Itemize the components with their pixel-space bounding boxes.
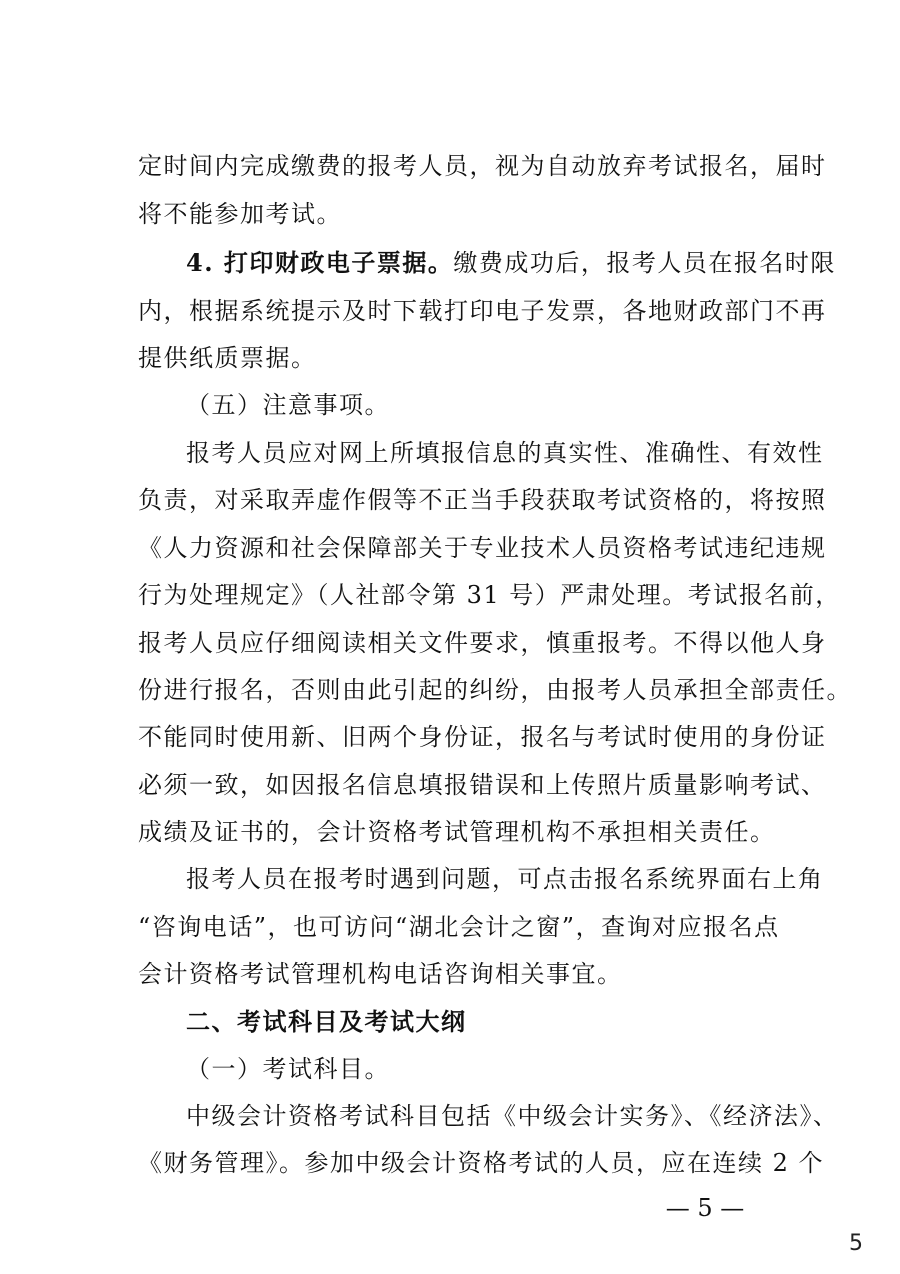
- page-number-footer: — 5 —: [665, 1194, 745, 1222]
- item-4-line: [186, 247, 836, 279]
- text-line: 行为处理规定》（人社部令第 31 号）严肃处理。考试报名前，: [138, 581, 841, 609]
- text-line: 报考人员在报考时遇到问题，可点击报名系统界面右上角: [186, 865, 824, 893]
- text-line: 报考人员应对网上所填报信息的真实性、准确性、有效性: [186, 439, 824, 467]
- text-line: “咨询电话”，也可访问“湖北会计之窗”，查询对应报名点: [138, 913, 780, 941]
- page-number-corner: 5: [849, 1231, 863, 1256]
- text-line: 《财务管理》。参加中级会计资格考试的人员，应在连续 2 个: [138, 1149, 825, 1177]
- text-line: 会计资格考试管理机构电话咨询相关事宜。: [138, 960, 623, 988]
- text-line: 份进行报名，否则由此引起的纠纷，由报考人员承担全部责任。: [138, 676, 852, 704]
- text-line: 负责，对采取弄虚作假等不正当手段获取考试资格的，将按照: [138, 486, 827, 514]
- text-line: 成绩及证书的，会计资格考试管理机构不承担相关责任。: [138, 818, 776, 846]
- item-4-heading: 4. 打印财政电子票据。: [186, 248, 454, 277]
- text-line: 《人力资源和社会保障部关于专业技术人员资格考试违纪违规: [138, 534, 827, 562]
- section-heading: （一）考试科目。: [186, 1055, 390, 1083]
- item-4-text: 缴费成功后，报考人员在报名时限: [453, 249, 836, 277]
- section-heading: （五）注意事项。: [186, 391, 390, 419]
- text-line: 中级会计资格考试科目包括《中级会计实务》、《经济法》、: [186, 1102, 839, 1130]
- text-line: 报考人员应仔细阅读相关文件要求，慎重报考。不得以他人身: [138, 629, 827, 657]
- text-line: 内，根据系统提示及时下载打印电子发票，各地财政部门不再: [138, 297, 827, 325]
- chapter-heading: 二、考试科目及考试大纲: [186, 1007, 467, 1036]
- text-line: 必须一致，如因报名信息填报错误和上传照片质量影响考试、: [138, 771, 827, 799]
- text-line: 定时间内完成缴费的报考人员，视为自动放弃考试报名，届时: [138, 152, 827, 180]
- text-line: 将不能参加考试。: [138, 200, 342, 228]
- text-line: 提供纸质票据。: [138, 344, 317, 372]
- text-line: 不能同时使用新、旧两个身份证，报名与考试时使用的身份证: [138, 723, 827, 751]
